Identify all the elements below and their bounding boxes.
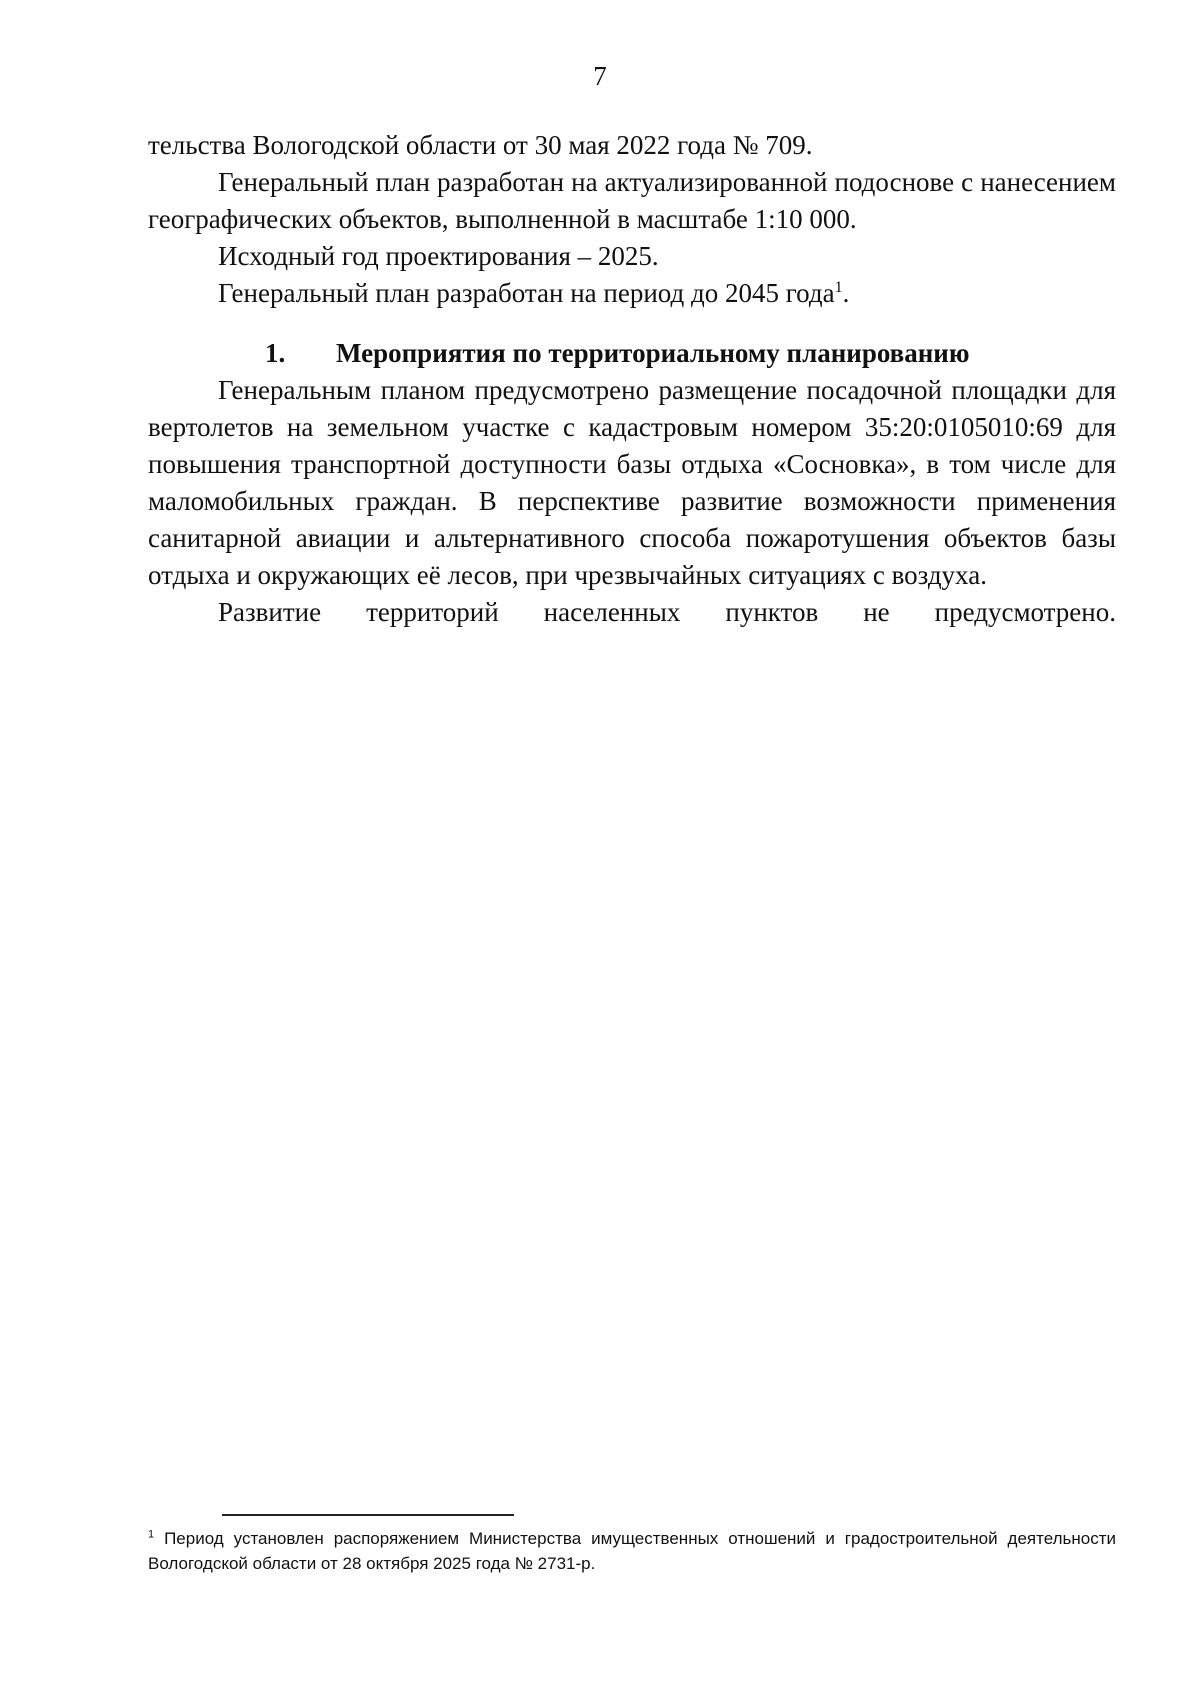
paragraph-helipad: Генеральным планом предусмотрено размещение посадочной площадки для вертолетов на земельном участке с кадастровым номером 35:20:0105010:69 для повышения транспортной доступности базы отдыха «Сосновка», в том числе для маломобильных граждан. В перспективе развитие возможности применения санитарной авиации и альтернативного способа пожаротушения объектов базы отдыха и окружающих её лесов, при чрезвычайных ситуациях с воздуха.	[148, 375, 1116, 590]
footnote-text: Период установлен распоряжением Министерства имущественных отношений и градостроительной деятельности Вологодской области от 28 октября 2025 года № 2731-р.	[148, 1529, 1116, 1573]
paragraph-settlements: Развитие территорий населенных пунктов не предусмотрено.	[218, 597, 1116, 627]
plan-period-text: Генеральный план разработан на период до 2045 года	[218, 278, 835, 308]
footnote	[148, 1526, 1116, 1576]
plan-period-end: .	[842, 278, 850, 308]
paragraph-plan-period	[148, 275, 1116, 312]
footnote-marker: 1	[148, 1528, 155, 1541]
footnote-reference[interactable]: 1	[834, 279, 843, 296]
section-number: 1.	[265, 338, 286, 368]
page-number: 7	[593, 61, 607, 91]
paragraph-base-year: Исходный год проектирования – 2025.	[218, 241, 659, 271]
document-body	[148, 127, 1116, 631]
section-title: Мероприятия по территориальному планированию	[336, 338, 970, 368]
section-heading	[148, 335, 1116, 372]
footnote-divider	[222, 1514, 514, 1516]
paragraph-base-map: Генеральный план разработан на актуализированной подоснове с нанесением географических объектов, выполненной в масштабе 1:10 000.	[148, 167, 1116, 234]
paragraph-continuation: тельства Вологодской области от 30 мая 2022 года № 709.	[148, 130, 813, 160]
